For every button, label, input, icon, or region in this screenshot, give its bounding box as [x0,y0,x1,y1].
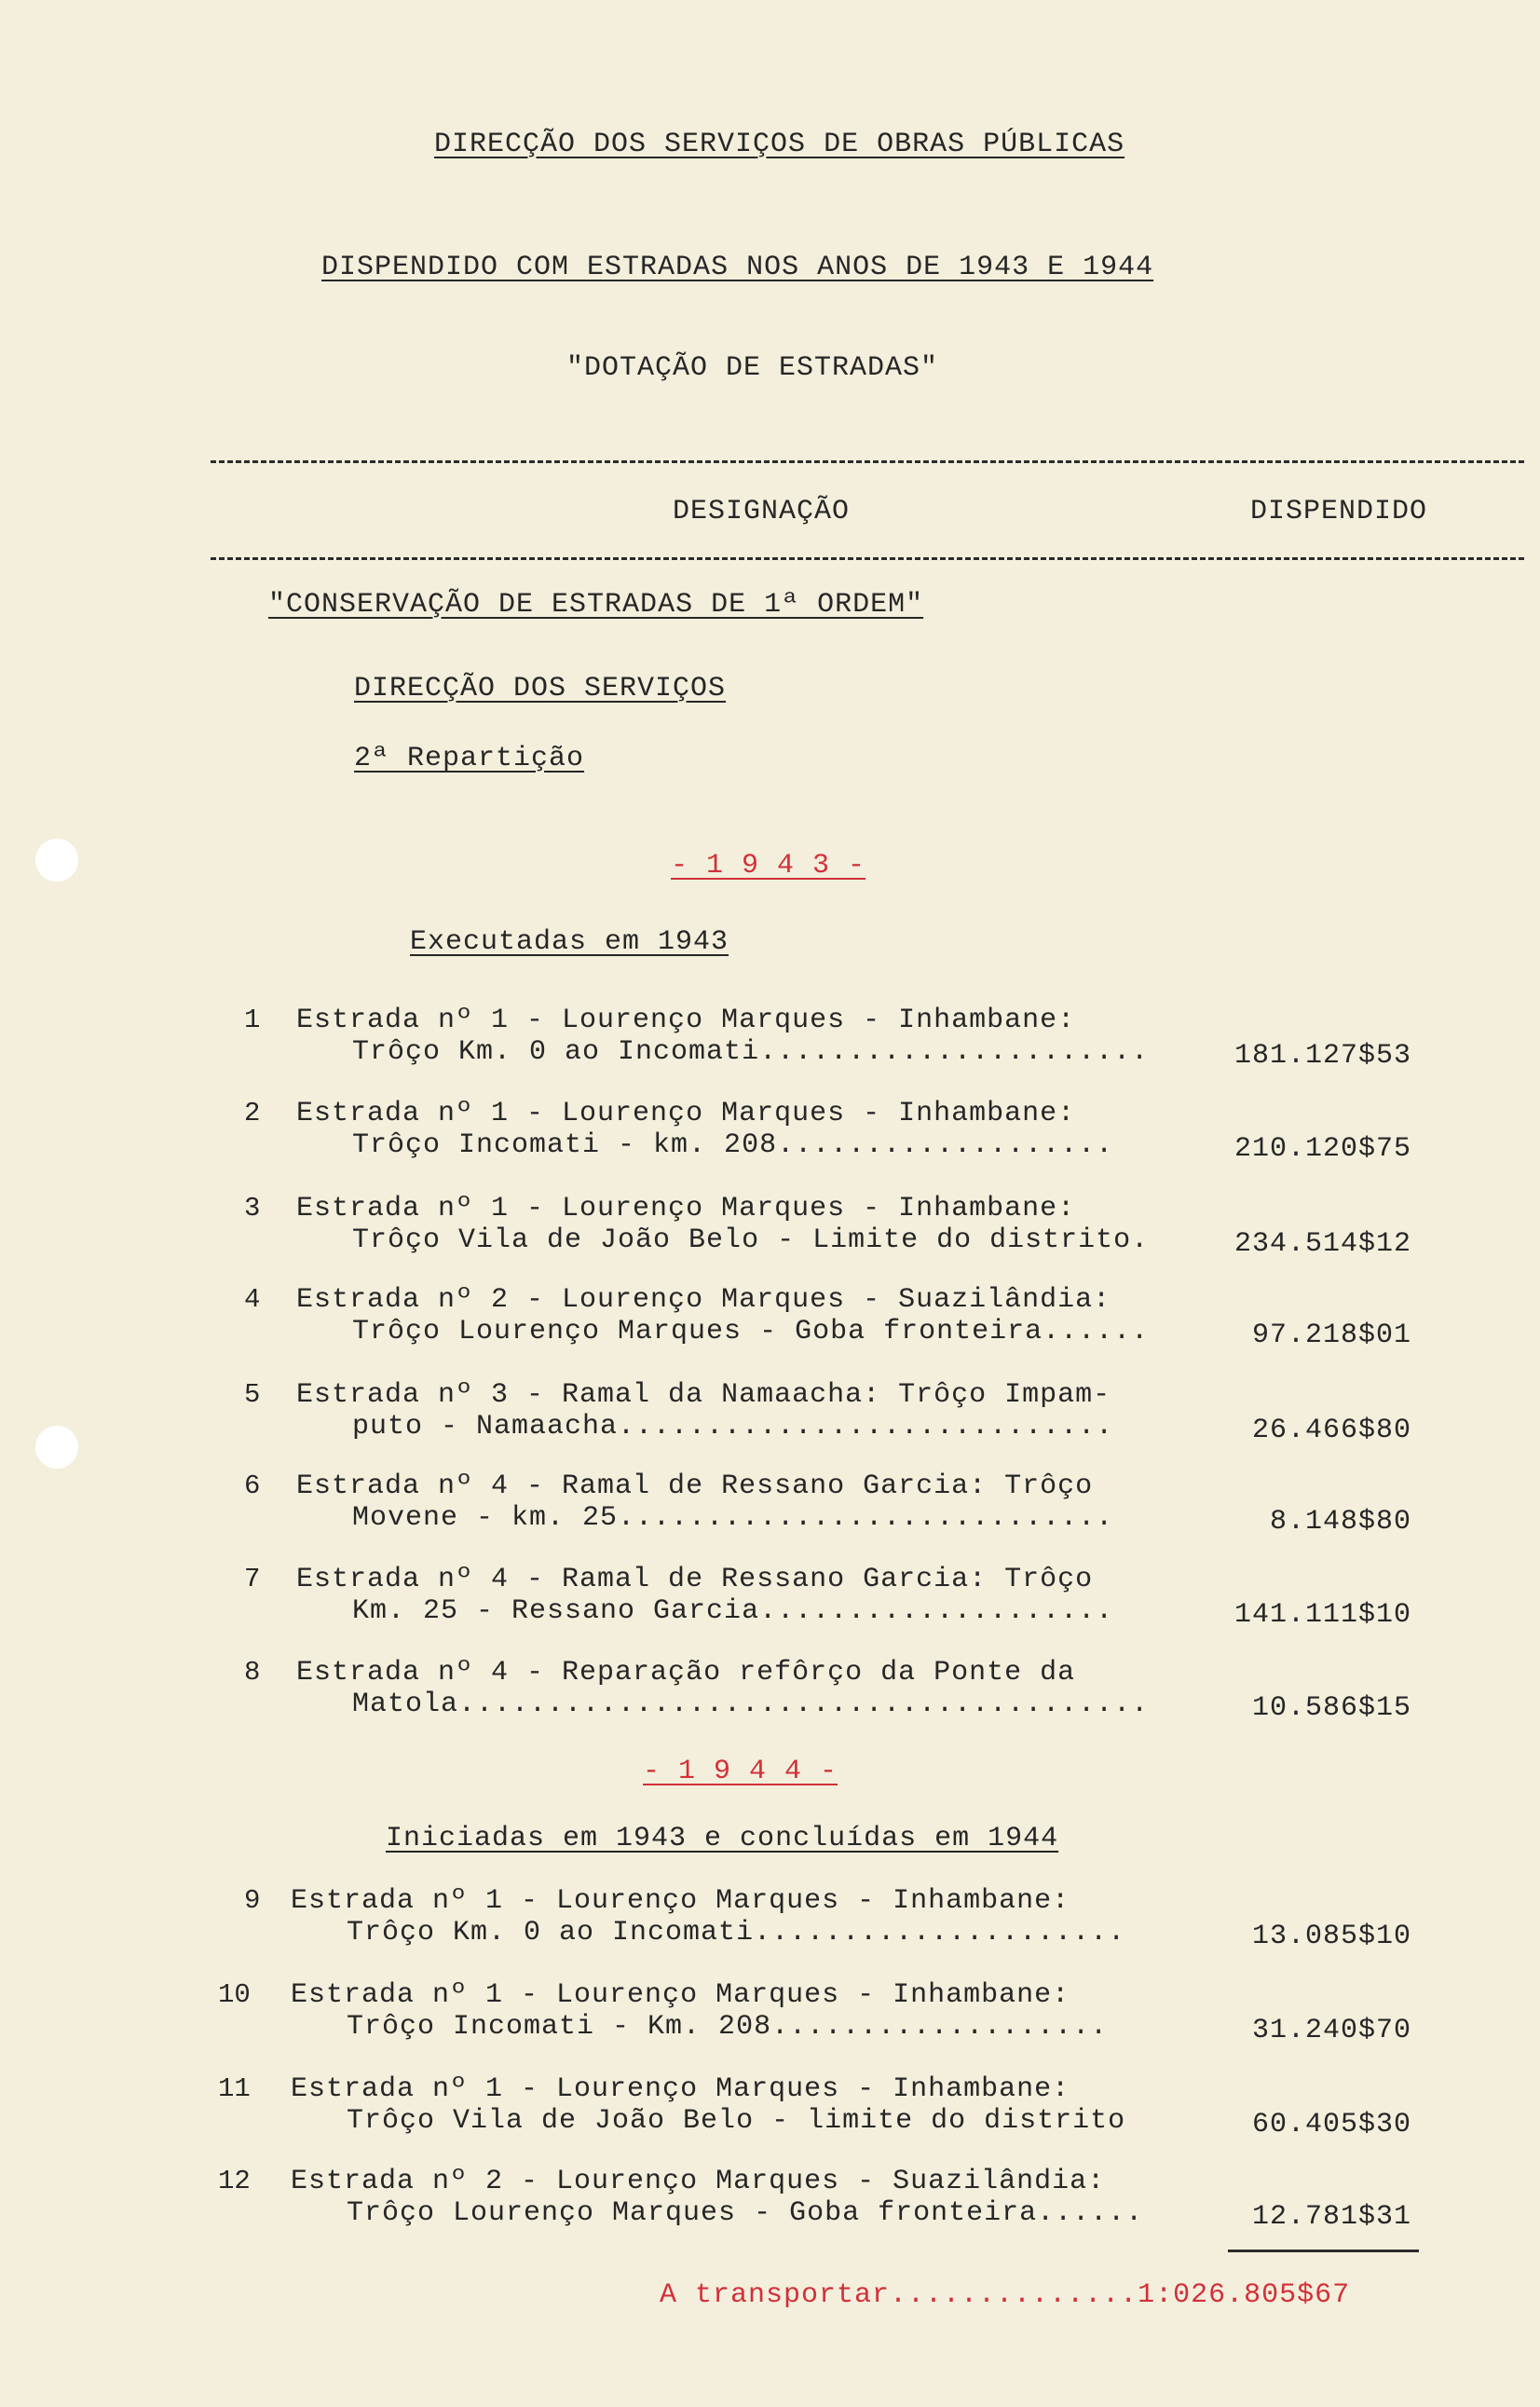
column-header-designation: DESIGNAÇÃO [673,496,851,527]
division-title: 2ª Repartição [354,743,585,774]
row-description-line2: Trôço Km. 0 ao Incomati...................... [352,1036,1150,1068]
row-description-line2: Matola....................................... [352,1689,1150,1720]
row-number: 4 [244,1284,261,1315]
row-amount: 210.120$75 [1233,1133,1411,1165]
row-number: 2 [244,1098,261,1128]
year-1943-label: - 1 9 4 3 - [671,850,866,882]
row-description-line1: Estrada nº 1 - Lourenço Marques - Inhambane: [291,1979,1070,2011]
row-description-line1: Estrada nº 1 - Lourenço Marques - Inhambane: [291,2073,1070,2105]
directorate-title: DIRECÇÃO DOS SERVIÇOS [354,673,727,704]
department-title: DIRECÇÃO DOS SERVIÇOS DE OBRAS PÚBLICAS [434,129,1125,160]
row-description-line2: Trôço Incomati - km. 208................... [352,1129,1114,1161]
row-description-line2: puto - Namaacha............................ [352,1411,1114,1443]
table-header-rule [211,557,1524,560]
row-description-line2: Trôço Vila de João Belo - limite do distrito [347,2105,1126,2137]
row-description-line1: Estrada nº 1 - Lourenço Marques - Inhambane: [296,1005,1076,1036]
row-description-line2: Trôço Vila de João Belo - Limite do distrito. [352,1224,1150,1256]
row-description-line1: Estrada nº 4 - Ramal de Ressano Garcia: Trôço [296,1470,1094,1502]
row-description-line2: Movene - km. 25............................ [352,1502,1114,1534]
row-amount: 234.514$12 [1233,1228,1411,1260]
row-number: 11 [218,2073,251,2104]
row-description-line1: Estrada nº 2 - Lourenço Marques - Suazilândia: [291,2166,1106,2197]
row-description-line2: Trôço Lourenço Marques - Goba fronteira...... [347,2197,1144,2229]
row-amount: 8.148$80 [1269,1506,1411,1538]
row-number: 9 [244,1885,261,1916]
total-rule [1228,2250,1419,2252]
year-1944-heading: Iniciadas em 1943 e concluídas em 1944 [386,1823,1059,1854]
document-subtitle: DISPENDIDO COM ESTRADAS NOS ANOS DE 1943 E 1944 [321,252,1154,283]
row-description-line1: Estrada nº 4 - Reparação refôrço da Ponte da [296,1657,1076,1689]
row-amount: 141.111$10 [1233,1599,1411,1631]
row-number: 12 [218,2166,251,2196]
table-top-rule [211,460,1524,463]
punch-hole [35,1426,78,1469]
row-description-line2: Trôço Lourenço Marques - Goba fronteira...... [352,1316,1150,1347]
row-description-line2: Trôço Incomati - Km. 208................... [347,2011,1109,2043]
row-description-line1: Estrada nº 1 - Lourenço Marques - Inhambane: [296,1098,1076,1129]
row-amount: 26.466$80 [1251,1415,1411,1446]
row-amount: 13.085$10 [1251,1921,1411,1952]
row-number: 8 [244,1657,261,1688]
row-number: 6 [244,1470,261,1501]
section-title: "CONSERVAÇÃO DE ESTRADAS DE 1ª ORDEM" [268,589,924,621]
row-amount: 97.218$01 [1251,1320,1411,1351]
row-amount: 31.240$70 [1251,2015,1411,2046]
year-1944-label: - 1 9 4 4 - [643,1756,838,1787]
punch-hole [35,839,78,882]
row-amount: 12.781$31 [1251,2201,1411,2233]
column-header-spent: DISPENDIDO [1250,496,1428,527]
row-description-line1: Estrada nº 1 - Lourenço Marques - Inhambane: [291,1885,1070,1917]
allocation-title: "DOTAÇÃO DE ESTRADAS" [566,352,939,384]
carry-forward-total: A transportar..............1:026.805$67 [660,2279,1351,2311]
row-number: 10 [218,1979,251,2010]
row-description-line1: Estrada nº 2 - Lourenço Marques - Suazilândia: [296,1284,1111,1316]
year-1943-heading: Executadas em 1943 [410,926,729,958]
row-number: 3 [244,1193,261,1224]
row-amount: 10.586$15 [1251,1692,1411,1724]
row-amount: 181.127$53 [1233,1040,1411,1072]
row-number: 7 [244,1564,261,1594]
row-number: 1 [244,1005,261,1035]
row-description-line2: Trôço Km. 0 ao Incomati..................... [347,1917,1126,1949]
row-description-line2: Km. 25 - Ressano Garcia.................... [352,1595,1114,1627]
row-description-line1: Estrada nº 3 - Ramal da Namaacha: Trôço Impam- [296,1379,1111,1411]
row-description-line1: Estrada nº 4 - Ramal de Ressano Garcia: Trôço [296,1564,1094,1595]
row-amount: 60.405$30 [1251,2109,1411,2140]
row-description-line1: Estrada nº 1 - Lourenço Marques - Inhambane: [296,1193,1076,1224]
row-number: 5 [244,1379,261,1410]
